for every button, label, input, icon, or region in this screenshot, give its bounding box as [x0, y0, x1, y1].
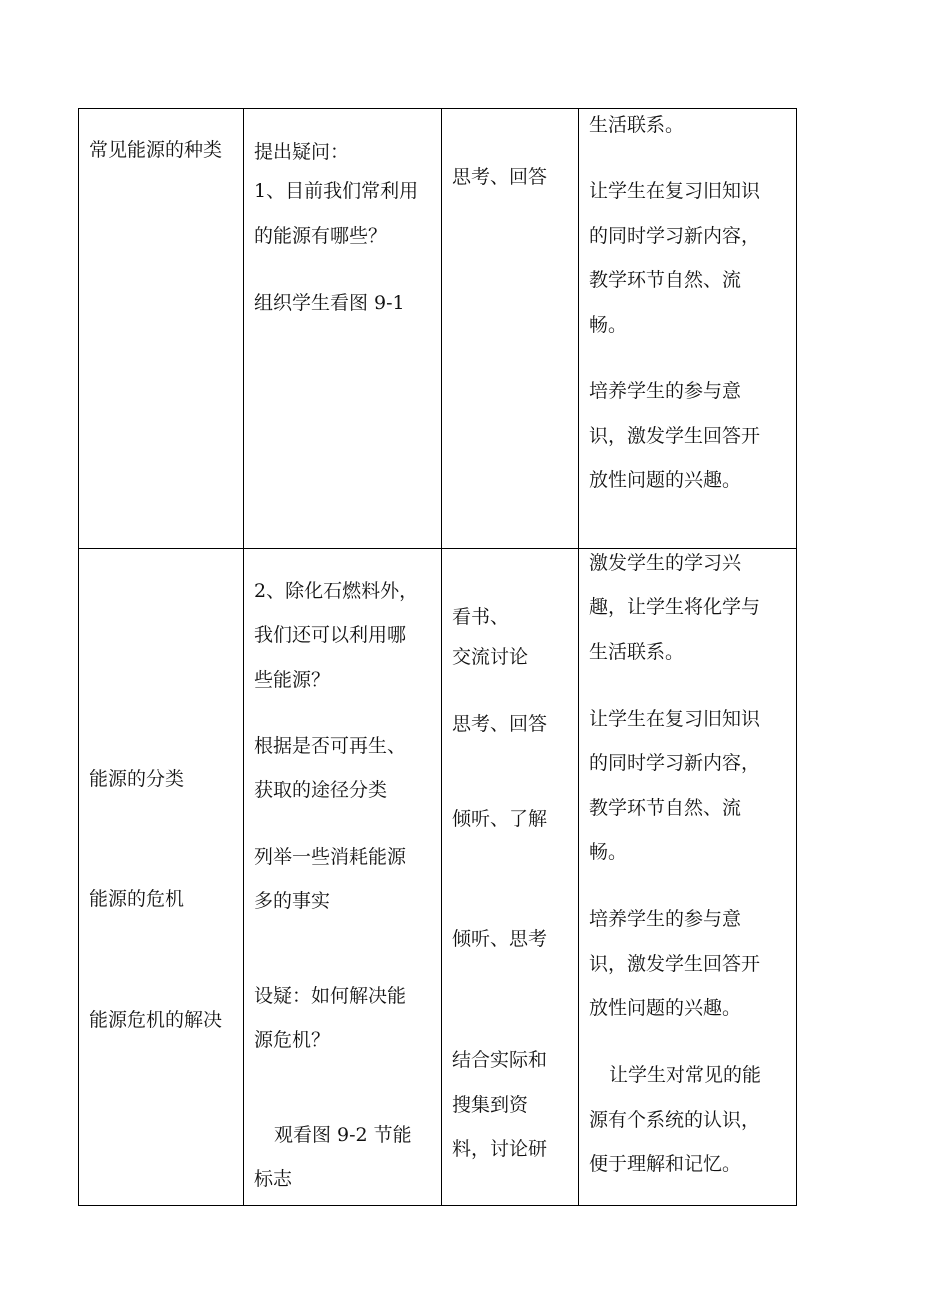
student-line: 料，讨论研	[452, 1138, 548, 1160]
teacher-line: 源危机？	[254, 1029, 331, 1051]
row-divider	[78, 548, 797, 549]
teacher-line: 观看图 9-2 节能	[274, 1124, 412, 1146]
teacher-line: 标志	[254, 1168, 293, 1190]
topic-label: 能源危机的解决	[89, 1009, 223, 1031]
purpose-line: 畅。	[589, 314, 628, 336]
purpose-line: 教学环节自然、流	[589, 269, 742, 291]
table-border-top	[78, 108, 797, 109]
topic-label: 能源的分类	[89, 768, 185, 790]
teacher-line: 2、除化石燃料外，	[254, 580, 419, 602]
purpose-line: 放性问题的兴趣。	[589, 469, 742, 491]
purpose-line: 生活联系。	[589, 641, 685, 663]
teacher-line: 组织学生看图 9-1	[254, 292, 405, 314]
purpose-line: 趣，让学生将化学与	[589, 596, 761, 618]
teacher-line: 根据是否可再生、	[254, 735, 407, 757]
student-line: 倾听、思考	[452, 928, 548, 950]
purpose-line: 便于理解和记忆。	[589, 1153, 742, 1175]
table-border-right	[796, 108, 797, 1206]
purpose-line: 激发学生的学习兴	[589, 552, 742, 574]
purpose-line: 畅。	[589, 841, 628, 863]
teacher-line: 设疑：如何解决能	[254, 985, 407, 1007]
column-divider	[441, 108, 442, 1206]
purpose-line: 教学环节自然、流	[589, 797, 742, 819]
student-line: 搜集到资	[452, 1094, 529, 1116]
purpose-line: 识，激发学生回答开	[589, 425, 761, 447]
purpose-line: 放性问题的兴趣。	[589, 997, 742, 1019]
student-line: 交流讨论	[452, 646, 529, 668]
teacher-line: 的能源有哪些？	[254, 225, 388, 247]
purpose-line: 的同时学习新内容，	[589, 225, 761, 247]
teacher-line: 些能源？	[254, 669, 331, 691]
column-divider	[243, 108, 244, 1206]
column-divider	[578, 108, 579, 1206]
teacher-line: 我们还可以利用哪	[254, 624, 407, 646]
purpose-line: 培养学生的参与意	[589, 908, 742, 930]
purpose-line: 让学生在复习旧知识	[589, 708, 761, 730]
teacher-line: 获取的途径分类	[254, 779, 388, 801]
student-line: 结合实际和	[452, 1049, 548, 1071]
purpose-line: 识，激发学生回答开	[589, 953, 761, 975]
purpose-line: 生活联系。	[589, 114, 685, 136]
student-line: 看书、	[452, 606, 510, 628]
teacher-line: 提出疑问：	[254, 141, 350, 163]
student-line: 思考、回答	[452, 166, 548, 188]
teacher-line: 1、目前我们常利用	[254, 180, 419, 202]
table-border-bottom	[78, 1205, 797, 1206]
teacher-line: 列举一些消耗能源	[254, 846, 407, 868]
purpose-line: 的同时学习新内容，	[589, 752, 761, 774]
topic-label: 常见能源的种类	[89, 139, 223, 161]
purpose-line: 培养学生的参与意	[589, 380, 742, 402]
purpose-line: 让学生对常见的能	[609, 1064, 762, 1086]
teacher-line: 多的事实	[254, 890, 331, 912]
student-line: 思考、回答	[452, 713, 548, 735]
table-border-left	[78, 108, 79, 1206]
student-line: 倾听、了解	[452, 808, 548, 830]
purpose-line: 源有个系统的认识，	[589, 1109, 761, 1131]
topic-label: 能源的危机	[89, 888, 185, 910]
purpose-line: 让学生在复习旧知识	[589, 180, 761, 202]
